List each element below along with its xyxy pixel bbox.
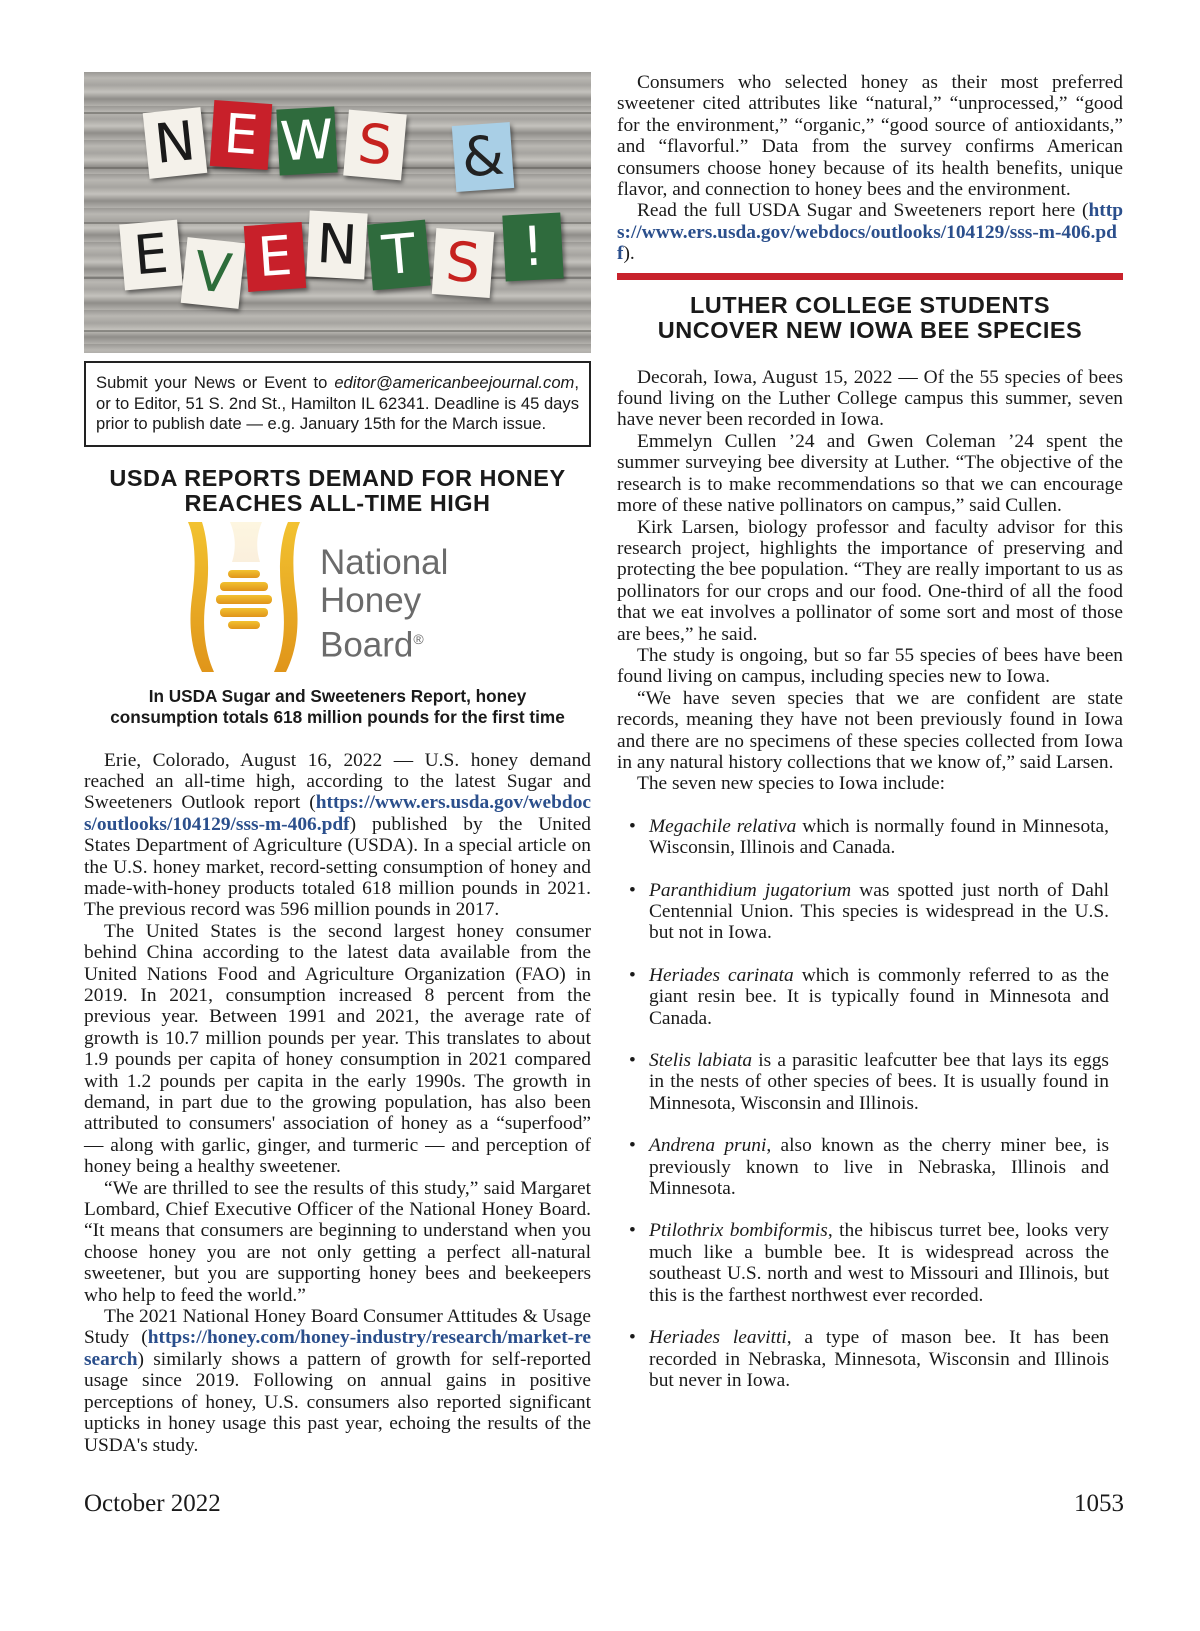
honey-research-link[interactable]: https://honey.com/honey-industry/research/market-research [84,1327,591,1370]
article2-headline-line: UNCOVER NEW IOWA BEE SPECIES [657,316,1083,343]
banner-letter: E [210,100,272,170]
species-list [629,816,1109,1392]
paragraph: Kirk Larsen, biology professor and faculty advisor for this research project, highlights the importance of preserving and protecting the bee population. “They are really important to us as pollinators for our crops and our food. One-third of all the food that we eat involves a pollinator of some sort and most of those are bees,” he said. [617,516,1123,645]
banner-letter: S [343,110,407,181]
registered-mark: ® [413,630,424,647]
usda-report-link-2[interactable]: https://www.ers.usda.gov/webdocs/outlooks/104129/sss-m-406.pdf [617,200,1123,265]
logo-word: Honey [320,580,422,620]
paragraph: The study is ongoing, but so far 55 species of bees have been found living on campus, including species new to Iowa. [617,644,1123,688]
news-events-banner [84,72,591,353]
submit-email[interactable]: editor@americanbeejournal.com [334,373,575,392]
footer-date: October 2022 [84,1490,221,1517]
subhead-line: In USDA Sugar and Sweeteners Report, honey [148,685,527,706]
paragraph: The 2021 National Honey Board Consumer Attitudes & Usage Study (https://honey.com/honey-industry/research/market-research) similarly shows a pattern of growth for self-reported usage since 2019. Following on annual gains in positive perceptions of honey, U.S. consumers also reported significant upticks in honey usage this past year, echoing the results of the USDA's study. [84,1306,591,1456]
paragraph: “We have seven species that we are confident are state records, meaning they have not been previously found in Iowa and there are no specimens of these species collected from Iowa in any natural history collections that we know of,” said Larsen. [617,687,1123,773]
logo-word: National [320,542,449,582]
banner-letter: N [143,107,208,179]
article2-headline [617,293,1123,343]
paragraph: Decorah, Iowa, August 15, 2022 — Of the 55 species of bees found living on the Luther College campus this summer, seven have never been recorded in Iowa. [617,366,1123,431]
left-column [84,72,591,1456]
subhead-line: consumption totals 618 million pounds for the first time [110,706,565,727]
article1-headline-line: USDA REPORTS DEMAND FOR HONEY [109,464,566,491]
list-item: • Andrena pruni, also known as the cherry miner bee, is previously known to live in Nebraska, Illinois and Minnesota. [629,1135,1109,1199]
national-honey-board-logo [84,522,591,672]
list-item: • Ptilothrix bombiformis, the hibiscus turret bee, looks very much like a bumble bee. It is widespread across the southeast U.S. north and west to Missouri and Illinois, but this is the farthest northwest ever recorded. [629,1220,1109,1306]
list-item: • Stelis labiata is a parasitic leafcutter bee that lays its eggs in the nests of other species of bees. It is usually found in Minnesota, Wisconsin and Illinois. [629,1050,1109,1114]
article1-subhead [84,686,591,728]
banner-letter: V [181,237,246,309]
article2-body [617,367,1123,795]
honey-board-emblem-icon [182,522,312,672]
logo-word: Board [320,625,414,665]
banner-letter: S [432,228,494,298]
paragraph: Emmelyn Cullen ’24 and Gwen Coleman ’24 spent the summer surveying bee diversity at Luther. “The objective of the research is to make recommendations so that we can encourage more of these native pollinators on campus,” said Cullen. [617,430,1123,517]
paragraph: “We are thrilled to see the results of this study,” said Margaret Lombard, Chief Executive Officer of the National Honey Board. “It means that consumers are beginning to understand when you choose honey you are not only getting a perfect all-natural sweetener, but you are supporting honey bees and beekeepers who help to feed the world.” [84,1177,591,1306]
article1-headline-line: REACHES ALL-TIME HIGH [184,489,491,516]
article1-headline [84,466,591,516]
banner-letter: N [306,211,367,280]
submit-lead: Submit your News or Event to [96,373,335,392]
paragraph: The seven new species to Iowa include: [637,773,945,795]
submit-news-box [84,361,591,447]
list-item: • Megachile relativa which is normally found in Minnesota, Wisconsin, Illinois and Canada. [629,816,1109,859]
banner-letter: W [276,107,337,176]
paragraph: Consumers who selected honey as their most preferred sweetener cited attributes like “natural,” “unprocessed,” “good for the environment,” “organic,” “good source of antioxidants,” and “flavorful.” Data from the survey confirms American consumers choose honey because of its health benefits, unique flavor, and connection to honey bees and the environment. [617,72,1123,201]
banner-letter: E [119,220,183,291]
usda-report-link[interactable]: https://www.ers.usda.gov/webdocs/outlooks/104129/sss-m-406.pdf [84,792,591,835]
right-column [617,72,1123,1391]
article2-headline-line: LUTHER COLLEGE STUDENTS [689,291,1051,318]
section-divider [617,273,1123,280]
paragraph: Erie, Colorado, August 16, 2022 — U.S. honey demand reached an all-time high, according to the latest Sugar and Sweeteners Outlook report (https://www.ers.usda.gov/webdocs/outlooks/104129/sss-m-406.pdf) published by the United States Department of Agriculture (USDA). In a special article on the U.S. honey market, record-setting consumption of honey and made-with-honey products totaled 618 million pounds in 2021. The previous record was 596 million pounds in 2017. [84,749,591,921]
list-item: • Heriades carinata which is commonly referred to as the giant resin bee. It is typically found in Minnesota and Canada. [629,965,1109,1029]
list-item: • Paranthidium jugatorium was spotted just north of Dahl Centennial Union. This species is widespread in the U.S. but not in Iowa. [629,880,1109,944]
page-number: 1053 [1074,1490,1124,1517]
honey-board-wordmark [320,544,448,665]
list-item: • Heriades leavitti, a type of mason bee. It has been recorded in Nebraska, Minnesota, Wisconsin and Illinois but never in Iowa. [629,1327,1109,1391]
banner-letter: & [452,122,514,192]
banner-letter: E [244,222,306,292]
article1-body [84,750,591,1456]
banner-letter: T [367,220,431,291]
paragraph: The United States is the second largest honey consumer behind China according to the latest data available from the United Nations Food and Agriculture Organization (FAO) in 2019. In 2021, consumption increased 8 percent from the previous year. Between 1991 and 2021, the average rate of growth is 10.7 million pounds per year. This translates to about 1.9 pounds per capita of honey consumption in 2021 compared with 1.2 pounds per capita in the early 1990s. The growth in demand, in part due to the growing population, has also been attributed to consumers' association of honey as a “superfood” — along with garlic, ginger, and turmeric — and perception of honey being a healthy sweetener. [84,920,591,1178]
submit-rest: , or to Editor, 51 S. 2nd St., Hamilton IL 62341. Deadline is 45 days prior to publish date — e.g. January 15th for the March issue. [96,373,579,433]
paragraph: Read the full USDA Sugar and Sweeteners report here (https://www.ers.usda.gov/webdocs/outlooks/104129/sss-m-406.pdf). [617,200,1123,265]
banner-letter: ! [502,213,563,282]
